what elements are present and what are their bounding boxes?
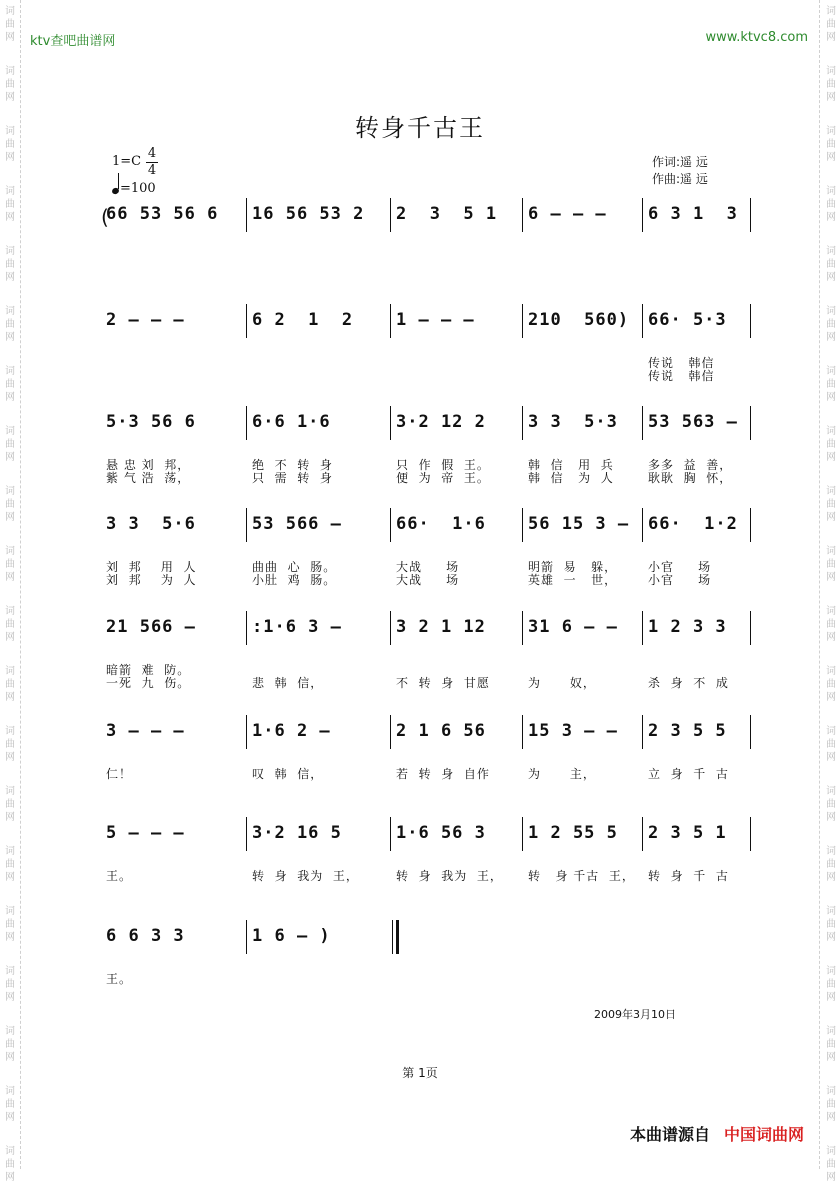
watermark-char: 词 [826, 126, 836, 137]
watermark-char: 词 [5, 786, 15, 797]
watermark-char: 曲 [5, 19, 15, 30]
watermark-char: 曲 [5, 559, 15, 570]
measure-notes: 21 566 — [106, 617, 196, 637]
measure-notes: 53 563 — [648, 412, 738, 432]
watermark-char: 网 [5, 692, 15, 703]
lyric-line: 只 作 假 王。 [396, 458, 490, 472]
lyric-line: 为 奴， [528, 676, 596, 690]
lyricist-credit: 作词:遥 远 [652, 155, 708, 169]
watermark-char: 网 [5, 32, 15, 43]
barline [750, 611, 751, 645]
tempo-value: =100 [120, 181, 156, 196]
barline [642, 715, 643, 749]
tempo-marking [112, 176, 156, 196]
watermark-char: 曲 [5, 1039, 15, 1050]
watermark-char: 曲 [826, 859, 836, 870]
barline [246, 920, 247, 954]
barline [390, 406, 391, 440]
watermark-char: 网 [5, 992, 15, 1003]
watermark-char: 曲 [5, 319, 15, 330]
barline [642, 406, 643, 440]
barline [390, 611, 391, 645]
watermark-char: 词 [826, 306, 836, 317]
lyric-line: 转 身 千 古 [648, 869, 729, 883]
watermark-char: 词 [5, 666, 15, 677]
watermark-char: 网 [5, 572, 15, 583]
watermark-char: 词 [826, 426, 836, 437]
measure-notes: 2 1 6 56 [396, 721, 486, 741]
watermark-char: 曲 [5, 739, 15, 750]
measure-notes: 16 56 53 2 [252, 204, 365, 224]
watermark-char: 曲 [826, 139, 836, 150]
lyric-line: 为 主， [528, 767, 596, 781]
lyric-line: 明箭 易 躲， [528, 560, 618, 574]
lyric-line: 转 身 我为 王， [396, 869, 503, 883]
watermark-char: 词 [5, 366, 15, 377]
opening-bracket: ( [101, 205, 109, 229]
watermark-char: 曲 [5, 1159, 15, 1170]
watermark-char: 词 [826, 726, 836, 737]
measure-notes: 66 53 56 6 [106, 204, 219, 224]
watermark-char: 词 [826, 486, 836, 497]
watermark-char: 词 [5, 1086, 15, 1097]
measure-notes: 1·6 56 3 [396, 823, 486, 843]
lyric-line: 小肚 鸡 肠。 [252, 573, 337, 587]
watermark-char: 网 [826, 1112, 836, 1123]
barline [246, 715, 247, 749]
watermark-char: 曲 [826, 1039, 836, 1050]
lyric-line: 暗箭 难 防。 [106, 663, 191, 677]
measure-notes: 3 — — — [106, 721, 185, 741]
measure-notes: 66· 5·3 [648, 310, 727, 330]
barline [392, 920, 393, 954]
watermark-char: 词 [826, 1146, 836, 1157]
measure-notes: 2 — — — [106, 310, 185, 330]
lyric-line: 转 身 我为 王， [252, 869, 359, 883]
watermark-char: 网 [5, 512, 15, 523]
watermark-char: 词 [5, 186, 15, 197]
barline [750, 198, 751, 232]
lyric-line: 曲曲 心 肠。 [252, 560, 337, 574]
lyric-line: 紫 气 浩 荡， [106, 471, 191, 485]
lyric-line: 耿耿 胸 怀， [648, 471, 733, 485]
final-barline [396, 920, 399, 954]
watermark-char: 网 [826, 152, 836, 163]
lyric-line: 转 身 千古 王， [528, 869, 635, 883]
lyric-line: 小官 场 [648, 573, 712, 587]
watermark-char: 曲 [5, 679, 15, 690]
barline [246, 817, 247, 851]
lyric-line: 悬 忠 刘 邦， [106, 458, 191, 472]
watermark-char: 曲 [5, 79, 15, 90]
lyric-line: 刘 邦 用 人 [106, 560, 197, 574]
measure-notes: 3·2 12 2 [396, 412, 486, 432]
lyric-line: 不 转 身 甘愿 [396, 676, 490, 690]
watermark-char: 曲 [5, 499, 15, 510]
watermark-char: 网 [5, 632, 15, 643]
watermark-char: 词 [826, 846, 836, 857]
watermark-char: 网 [5, 1112, 15, 1123]
lyric-line: 英雄 一 世， [528, 573, 618, 587]
lyric-line: 绝 不 转 身 [252, 458, 333, 472]
watermark-char: 网 [826, 932, 836, 943]
watermark-char: 词 [5, 546, 15, 557]
watermark-char: 词 [826, 786, 836, 797]
watermark-char: 网 [826, 1052, 836, 1063]
lyric-line: 王。 [106, 972, 133, 986]
watermark-char: 词 [5, 486, 15, 497]
lyric-line: 一死 九 伤。 [106, 676, 191, 690]
lyric-line: 韩 信 为 人 [528, 471, 614, 485]
watermark-char: 网 [826, 272, 836, 283]
measure-notes: 2 3 5 1 [648, 823, 727, 843]
watermark-char: 词 [5, 906, 15, 917]
page-number: 第 1页 [402, 1066, 438, 1080]
measure-notes: 3·2 16 5 [252, 823, 342, 843]
lyric-line: 悲 韩 信， [252, 676, 324, 690]
measure-notes: 1 — — — [396, 310, 475, 330]
barline [522, 304, 523, 338]
barline [522, 611, 523, 645]
measure-notes: 210 560) [528, 310, 630, 330]
watermark-char: 网 [826, 212, 836, 223]
barline [246, 198, 247, 232]
measure-notes: 56 15 3 — [528, 514, 630, 534]
watermark-char: 曲 [826, 259, 836, 270]
watermark-char: 网 [826, 332, 836, 343]
watermark-char: 网 [5, 1172, 15, 1183]
watermark-char: 网 [826, 992, 836, 1003]
watermark-char: 网 [826, 752, 836, 763]
measure-notes: 2 3 5 5 [648, 721, 727, 741]
barline [246, 611, 247, 645]
watermark-char: 曲 [826, 499, 836, 510]
measure-notes: 15 3 — — [528, 721, 618, 741]
watermark-char: 词 [826, 906, 836, 917]
header-site-url[interactable]: www.ktvc8.com [705, 30, 808, 45]
measure-notes: 1·6 2 — [252, 721, 331, 741]
time-signature-bottom: 4 [147, 163, 157, 178]
measure-notes: 3 3 5·3 [528, 412, 618, 432]
source-label: 本曲谱源自 [629, 1125, 710, 1144]
watermark-char: 网 [5, 272, 15, 283]
lyric-line: 只 需 转 身 [252, 471, 333, 485]
watermark-char: 词 [826, 66, 836, 77]
lyric-line: 若 转 身 自作 [396, 767, 490, 781]
watermark-char: 词 [826, 606, 836, 617]
measure-notes: 6 6 3 3 [106, 926, 185, 946]
lyric-line: 杀 身 不 成 [648, 676, 729, 690]
lyric-line: 大战 场 [396, 573, 460, 587]
lyric-line: 韩 信 用 兵 [528, 458, 614, 472]
watermark-char: 网 [826, 632, 836, 643]
lyric-line: 刘 邦 为 人 [106, 573, 197, 587]
watermark-char: 曲 [826, 379, 836, 390]
watermark-char: 曲 [826, 79, 836, 90]
header-site-name[interactable]: ktv查吧曲谱网 [30, 34, 116, 49]
lyric-line: 便 为 帝 王。 [396, 471, 490, 485]
barline [522, 715, 523, 749]
watermark-char: 网 [5, 152, 15, 163]
lyric-line: 立 身 千 古 [648, 767, 729, 781]
right-watermark-strip [819, 0, 840, 1183]
measure-notes: 1 2 3 3 [648, 617, 727, 637]
watermark-char: 曲 [826, 19, 836, 30]
measure-notes: :1·6 3 — [252, 617, 342, 637]
watermark-char: 网 [826, 452, 836, 463]
watermark-char: 网 [826, 32, 836, 43]
barline [390, 198, 391, 232]
measure-notes: 6·6 1·6 [252, 412, 331, 432]
watermark-char: 网 [826, 92, 836, 103]
watermark-char: 网 [5, 332, 15, 343]
watermark-char: 网 [826, 512, 836, 523]
watermark-char: 网 [826, 692, 836, 703]
measure-notes: 5·3 56 6 [106, 412, 196, 432]
watermark-char: 曲 [826, 619, 836, 630]
watermark-char: 曲 [826, 319, 836, 330]
measure-notes: 1 2 55 5 [528, 823, 618, 843]
watermark-char: 网 [826, 1172, 836, 1183]
barline [390, 304, 391, 338]
watermark-char: 词 [5, 246, 15, 257]
watermark-char: 词 [5, 726, 15, 737]
watermark-char: 词 [5, 1146, 15, 1157]
barline [522, 198, 523, 232]
watermark-char: 词 [826, 1086, 836, 1097]
barline [246, 406, 247, 440]
composer-credit: 作曲:遥 远 [652, 172, 708, 186]
watermark-char: 词 [5, 306, 15, 317]
watermark-char: 网 [826, 812, 836, 823]
measure-notes: 5 — — — [106, 823, 185, 843]
barline [390, 508, 391, 542]
barline [642, 817, 643, 851]
barline [750, 304, 751, 338]
measure-notes: 6 2 1 2 [252, 310, 354, 330]
lyric-line: 大战 场 [396, 560, 460, 574]
watermark-char: 词 [5, 66, 15, 77]
barline [642, 304, 643, 338]
left-watermark-strip [0, 0, 21, 1183]
watermark-char: 网 [826, 572, 836, 583]
time-signature-top: 4 [147, 146, 157, 161]
watermark-char: 曲 [826, 979, 836, 990]
watermark-char: 词 [826, 366, 836, 377]
measure-notes: 6 — — — [528, 204, 607, 224]
watermark-char: 词 [826, 1026, 836, 1037]
watermark-char: 网 [5, 452, 15, 463]
barline [522, 406, 523, 440]
watermark-char: 网 [5, 752, 15, 763]
measure-notes: 66· 1·2 [648, 514, 738, 534]
watermark-char: 网 [826, 392, 836, 403]
barline [246, 304, 247, 338]
watermark-char: 词 [826, 246, 836, 257]
watermark-char: 曲 [826, 799, 836, 810]
watermark-char: 曲 [5, 859, 15, 870]
barline [522, 508, 523, 542]
watermark-char: 词 [826, 546, 836, 557]
lyric-line: 小官 场 [648, 560, 712, 574]
watermark-char: 曲 [826, 919, 836, 930]
measure-notes: 31 6 — — [528, 617, 618, 637]
lyric-line: 仁！ [106, 767, 133, 781]
lyric-line: 传说 韩信 [648, 369, 715, 383]
key-signature: 1=C [112, 154, 142, 169]
measure-notes: 53 566 — [252, 514, 342, 534]
date: 2009年3月10日 [594, 1008, 676, 1021]
watermark-char: 曲 [5, 379, 15, 390]
barline [750, 715, 751, 749]
watermark-char: 曲 [5, 979, 15, 990]
watermark-char: 曲 [5, 199, 15, 210]
watermark-char: 曲 [5, 139, 15, 150]
watermark-char: 曲 [5, 619, 15, 630]
measure-notes: 66· 1·6 [396, 514, 486, 534]
lyric-line: 王。 [106, 869, 133, 883]
watermark-char: 词 [826, 666, 836, 677]
watermark-char: 词 [5, 966, 15, 977]
source-credit [630, 1122, 804, 1145]
source-brand-link[interactable]: 中国词曲网 [723, 1125, 804, 1144]
watermark-char: 曲 [826, 739, 836, 750]
measure-notes: 6 3 1 3 [648, 204, 738, 224]
watermark-char: 词 [5, 426, 15, 437]
watermark-char: 网 [5, 92, 15, 103]
watermark-char: 网 [5, 392, 15, 403]
barline [390, 817, 391, 851]
watermark-char: 曲 [826, 439, 836, 450]
watermark-char: 曲 [5, 919, 15, 930]
watermark-char: 词 [5, 1026, 15, 1037]
measure-notes: 3 2 1 12 [396, 617, 486, 637]
watermark-char: 曲 [826, 199, 836, 210]
barline [642, 611, 643, 645]
time-signature [146, 146, 158, 179]
watermark-char: 曲 [5, 1099, 15, 1110]
watermark-char: 词 [826, 186, 836, 197]
watermark-char: 曲 [5, 259, 15, 270]
barline [750, 508, 751, 542]
barline [246, 508, 247, 542]
barline [642, 508, 643, 542]
watermark-char: 词 [5, 126, 15, 137]
measure-notes: 3 3 5·6 [106, 514, 196, 534]
watermark-char: 网 [826, 872, 836, 883]
measure-notes: 1 6 — ) [252, 926, 331, 946]
barline [642, 198, 643, 232]
watermark-char: 曲 [826, 559, 836, 570]
lyric-line: 叹 韩 信， [252, 767, 324, 781]
watermark-char: 网 [5, 872, 15, 883]
lyric-line: 传说 韩信 [648, 356, 715, 370]
measure-notes: 2 3 5 1 [396, 204, 498, 224]
watermark-char: 曲 [826, 1099, 836, 1110]
lyric-line: 多多 益 善， [648, 458, 733, 472]
watermark-char: 词 [5, 6, 15, 17]
watermark-char: 曲 [5, 439, 15, 450]
barline [390, 715, 391, 749]
watermark-char: 词 [826, 6, 836, 17]
watermark-char: 网 [5, 812, 15, 823]
watermark-char: 曲 [826, 679, 836, 690]
barline [750, 817, 751, 851]
barline [750, 406, 751, 440]
watermark-char: 网 [5, 212, 15, 223]
watermark-char: 曲 [826, 1159, 836, 1170]
watermark-char: 网 [5, 932, 15, 943]
watermark-char: 词 [5, 606, 15, 617]
watermark-char: 曲 [5, 799, 15, 810]
song-title: 转身千古王 [355, 114, 485, 142]
barline [522, 817, 523, 851]
watermark-char: 网 [5, 1052, 15, 1063]
watermark-char: 词 [5, 846, 15, 857]
watermark-char: 词 [826, 966, 836, 977]
